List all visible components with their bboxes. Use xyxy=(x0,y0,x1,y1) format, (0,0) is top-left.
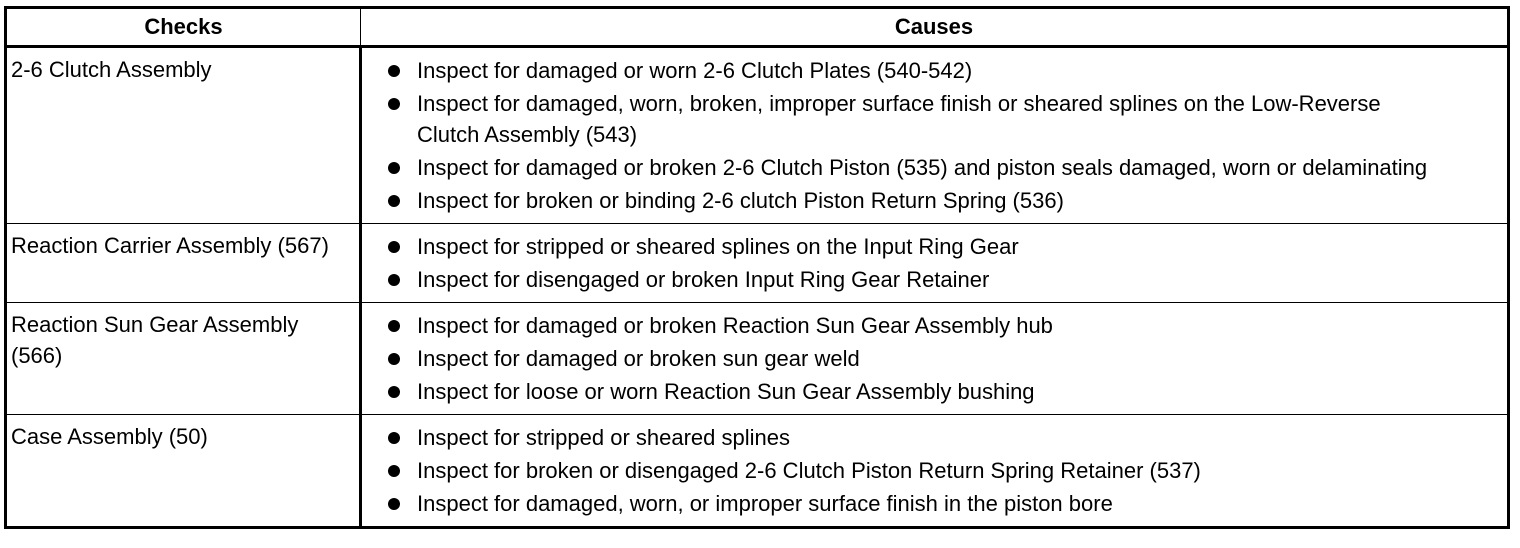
cause-text: Inspect for damaged, worn, or improper surface finish in the piston bore xyxy=(417,491,1113,516)
cause-text: Inspect for stripped or sheared splines xyxy=(417,425,790,450)
checks-header: Checks xyxy=(6,8,361,47)
cause-text: Inspect for damaged, worn, broken, improper surface finish or sheared splines on the Low-Reverse Clutch Assembly (543) xyxy=(417,91,1381,147)
cause-text: Inspect for disengaged or broken Input Ring Gear Retainer xyxy=(417,267,990,292)
cause-list xyxy=(386,231,1503,295)
bullet-icon xyxy=(388,320,400,332)
bullet-icon xyxy=(388,241,400,253)
cause-list xyxy=(386,55,1503,216)
cause-item xyxy=(386,231,1503,262)
cause-text: Inspect for damaged or broken sun gear weld xyxy=(417,346,860,371)
bullet-icon xyxy=(388,465,400,477)
cause-item xyxy=(386,455,1503,486)
cause-text: Inspect for loose or worn Reaction Sun Gear Assembly bushing xyxy=(417,379,1035,404)
cause-text: Inspect for broken or binding 2-6 clutch Piston Return Spring (536) xyxy=(417,188,1064,213)
check-cell: Reaction Carrier Assembly (567) xyxy=(6,224,361,303)
header-row xyxy=(6,8,1509,47)
cause-item xyxy=(386,376,1503,407)
table-row xyxy=(6,47,1509,224)
table-body xyxy=(6,47,1509,528)
cause-text: Inspect for damaged or broken 2-6 Clutch Piston (535) and piston seals damaged, worn or delaminating xyxy=(417,155,1428,180)
cause-item xyxy=(386,488,1503,519)
cause-item xyxy=(386,152,1503,183)
cause-list xyxy=(386,422,1503,519)
bullet-icon xyxy=(388,274,400,286)
cause-list xyxy=(386,310,1503,407)
bullet-icon xyxy=(388,65,400,77)
cause-text: Inspect for broken or disengaged 2-6 Clutch Piston Return Spring Retainer (537) xyxy=(417,458,1201,483)
cause-item xyxy=(386,422,1503,453)
cause-item xyxy=(386,310,1503,341)
causes-cell xyxy=(361,415,1509,528)
bullet-icon xyxy=(388,432,400,444)
check-cell: Case Assembly (50) xyxy=(6,415,361,528)
table-row xyxy=(6,224,1509,303)
cause-text: Inspect for damaged or broken Reaction Sun Gear Assembly hub xyxy=(417,313,1053,338)
checks-causes-table xyxy=(4,6,1510,529)
bullet-icon xyxy=(388,162,400,174)
bullet-icon xyxy=(388,195,400,207)
cause-text: Inspect for stripped or sheared splines on the Input Ring Gear xyxy=(417,234,1019,259)
bullet-icon xyxy=(388,386,400,398)
cause-item xyxy=(386,185,1503,216)
causes-header: Causes xyxy=(361,8,1509,47)
cause-item xyxy=(386,343,1503,374)
table-row xyxy=(6,303,1509,415)
table-row xyxy=(6,415,1509,528)
bullet-icon xyxy=(388,353,400,365)
check-cell: Reaction Sun Gear Assembly (566) xyxy=(6,303,361,415)
cause-item xyxy=(386,55,1503,86)
causes-cell xyxy=(361,47,1509,224)
cause-text: Inspect for damaged or worn 2-6 Clutch Plates (540-542) xyxy=(417,58,973,83)
cause-item xyxy=(386,264,1503,295)
bullet-icon xyxy=(388,98,400,110)
check-cell: 2-6 Clutch Assembly xyxy=(6,47,361,224)
causes-cell xyxy=(361,303,1509,415)
cause-item xyxy=(386,88,1503,150)
causes-cell xyxy=(361,224,1509,303)
bullet-icon xyxy=(388,498,400,510)
